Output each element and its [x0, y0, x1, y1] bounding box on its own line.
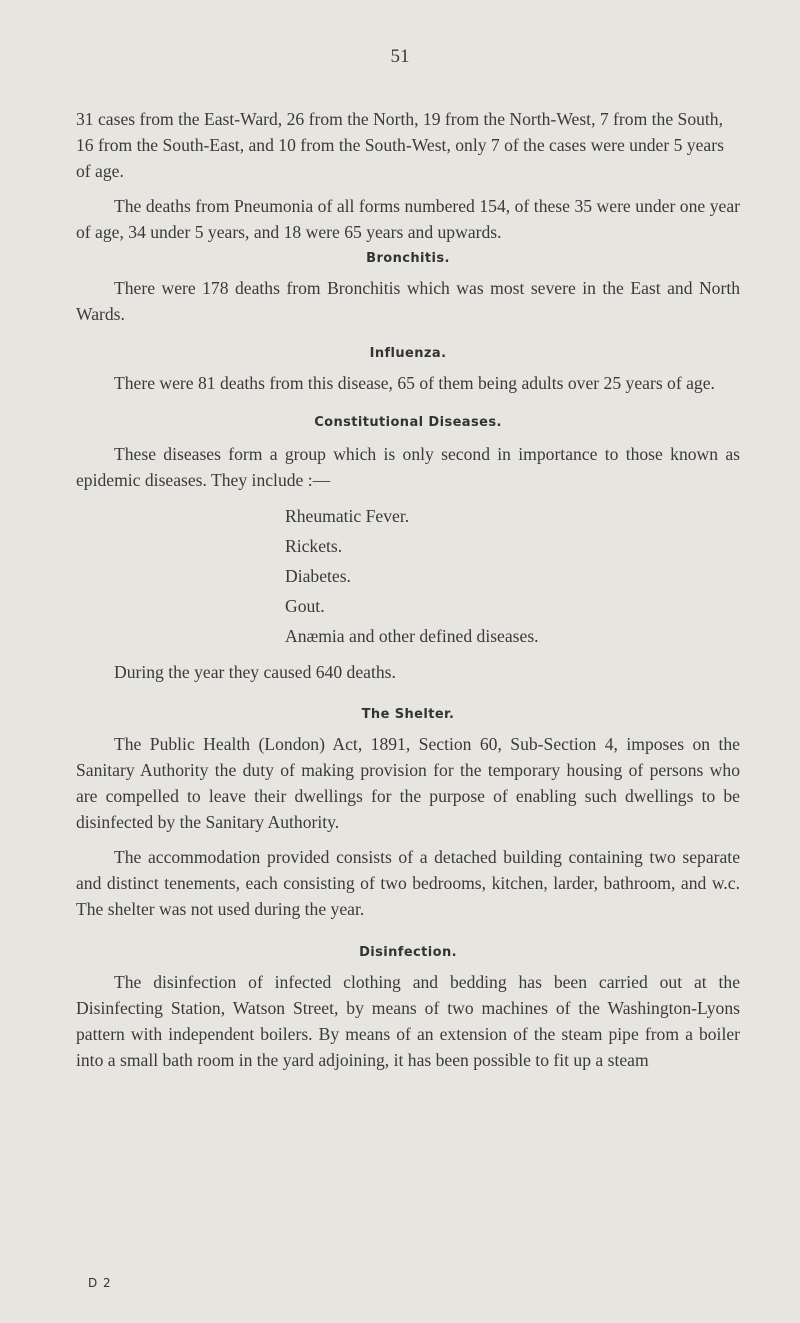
disease-list [76, 501, 740, 651]
list-item: Rickets. [285, 536, 343, 556]
signature-mark: D 2 [88, 1276, 112, 1290]
paragraph-shelter-act: The Public Health (London) Act, 1891, Section 60, Sub-Section 4, imposes on the Sanitary Authority the duty of making provision for the temporary housing of persons who are compelled to leave their dwellings for the purpose of enabling such dwellings to be disinfected by the Sanitary Authority. [76, 734, 740, 832]
heading-influenza: Influenza. [369, 346, 447, 361]
page-body [76, 106, 740, 1073]
paragraph-cases-by-ward: 31 cases from the East-Ward, 26 from the North, 19 from the North-West, 7 from the South, 16 from the South-East, and 10 from the South-West, only 7 of the cases were under 5 years of age. [76, 109, 724, 181]
paragraph-bronchitis: There were 178 deaths from Bronchitis which was most severe in the East and North Wards. [76, 278, 740, 324]
paragraph-constitutional-deaths: During the year they caused 640 deaths. [114, 662, 396, 682]
list-item: Gout. [285, 596, 325, 616]
page-number: 51 [390, 46, 410, 67]
heading-shelter: The Shelter. [361, 707, 455, 722]
list-item: Diabetes. [285, 566, 351, 586]
list-item: Rheumatic Fever. [285, 506, 410, 526]
heading-constitutional-diseases: Constitutional Diseases. [314, 415, 502, 430]
paragraph-disinfection: The disinfection of infected clothing and bedding has been carried out at the Disinfecting Station, Watson Street, by means of two machines of the Washington-Lyons pattern with independent boilers. By means of an extension of the steam pipe from a boiler into a small bath room in the yard adjoining, it has been possible to fit up a steam [76, 972, 740, 1070]
heading-bronchitis: Bronchitis. [366, 251, 450, 266]
paragraph-constitutional-intro: These diseases form a group which is only second in importance to those known as epidemic diseases. They include :— [76, 444, 740, 490]
paragraph-pneumonia-deaths: The deaths from Pneumonia of all forms numbered 154, of these 35 were under one year of age, 34 under 5 years, and 18 were 65 years and upwards. [76, 196, 740, 242]
paragraph-shelter-accommodation: The accommodation provided consists of a detached building containing two separate and distinct tenements, each consisting of two bedrooms, kitchen, larder, bathroom, and w.c. The shelter was not used during the year. [76, 847, 740, 919]
heading-disinfection: Disinfection. [359, 945, 457, 960]
list-item: Anæmia and other defined diseases. [285, 626, 539, 646]
paragraph-influenza: There were 81 deaths from this disease, 65 of them being adults over 25 years of age. [114, 373, 715, 393]
